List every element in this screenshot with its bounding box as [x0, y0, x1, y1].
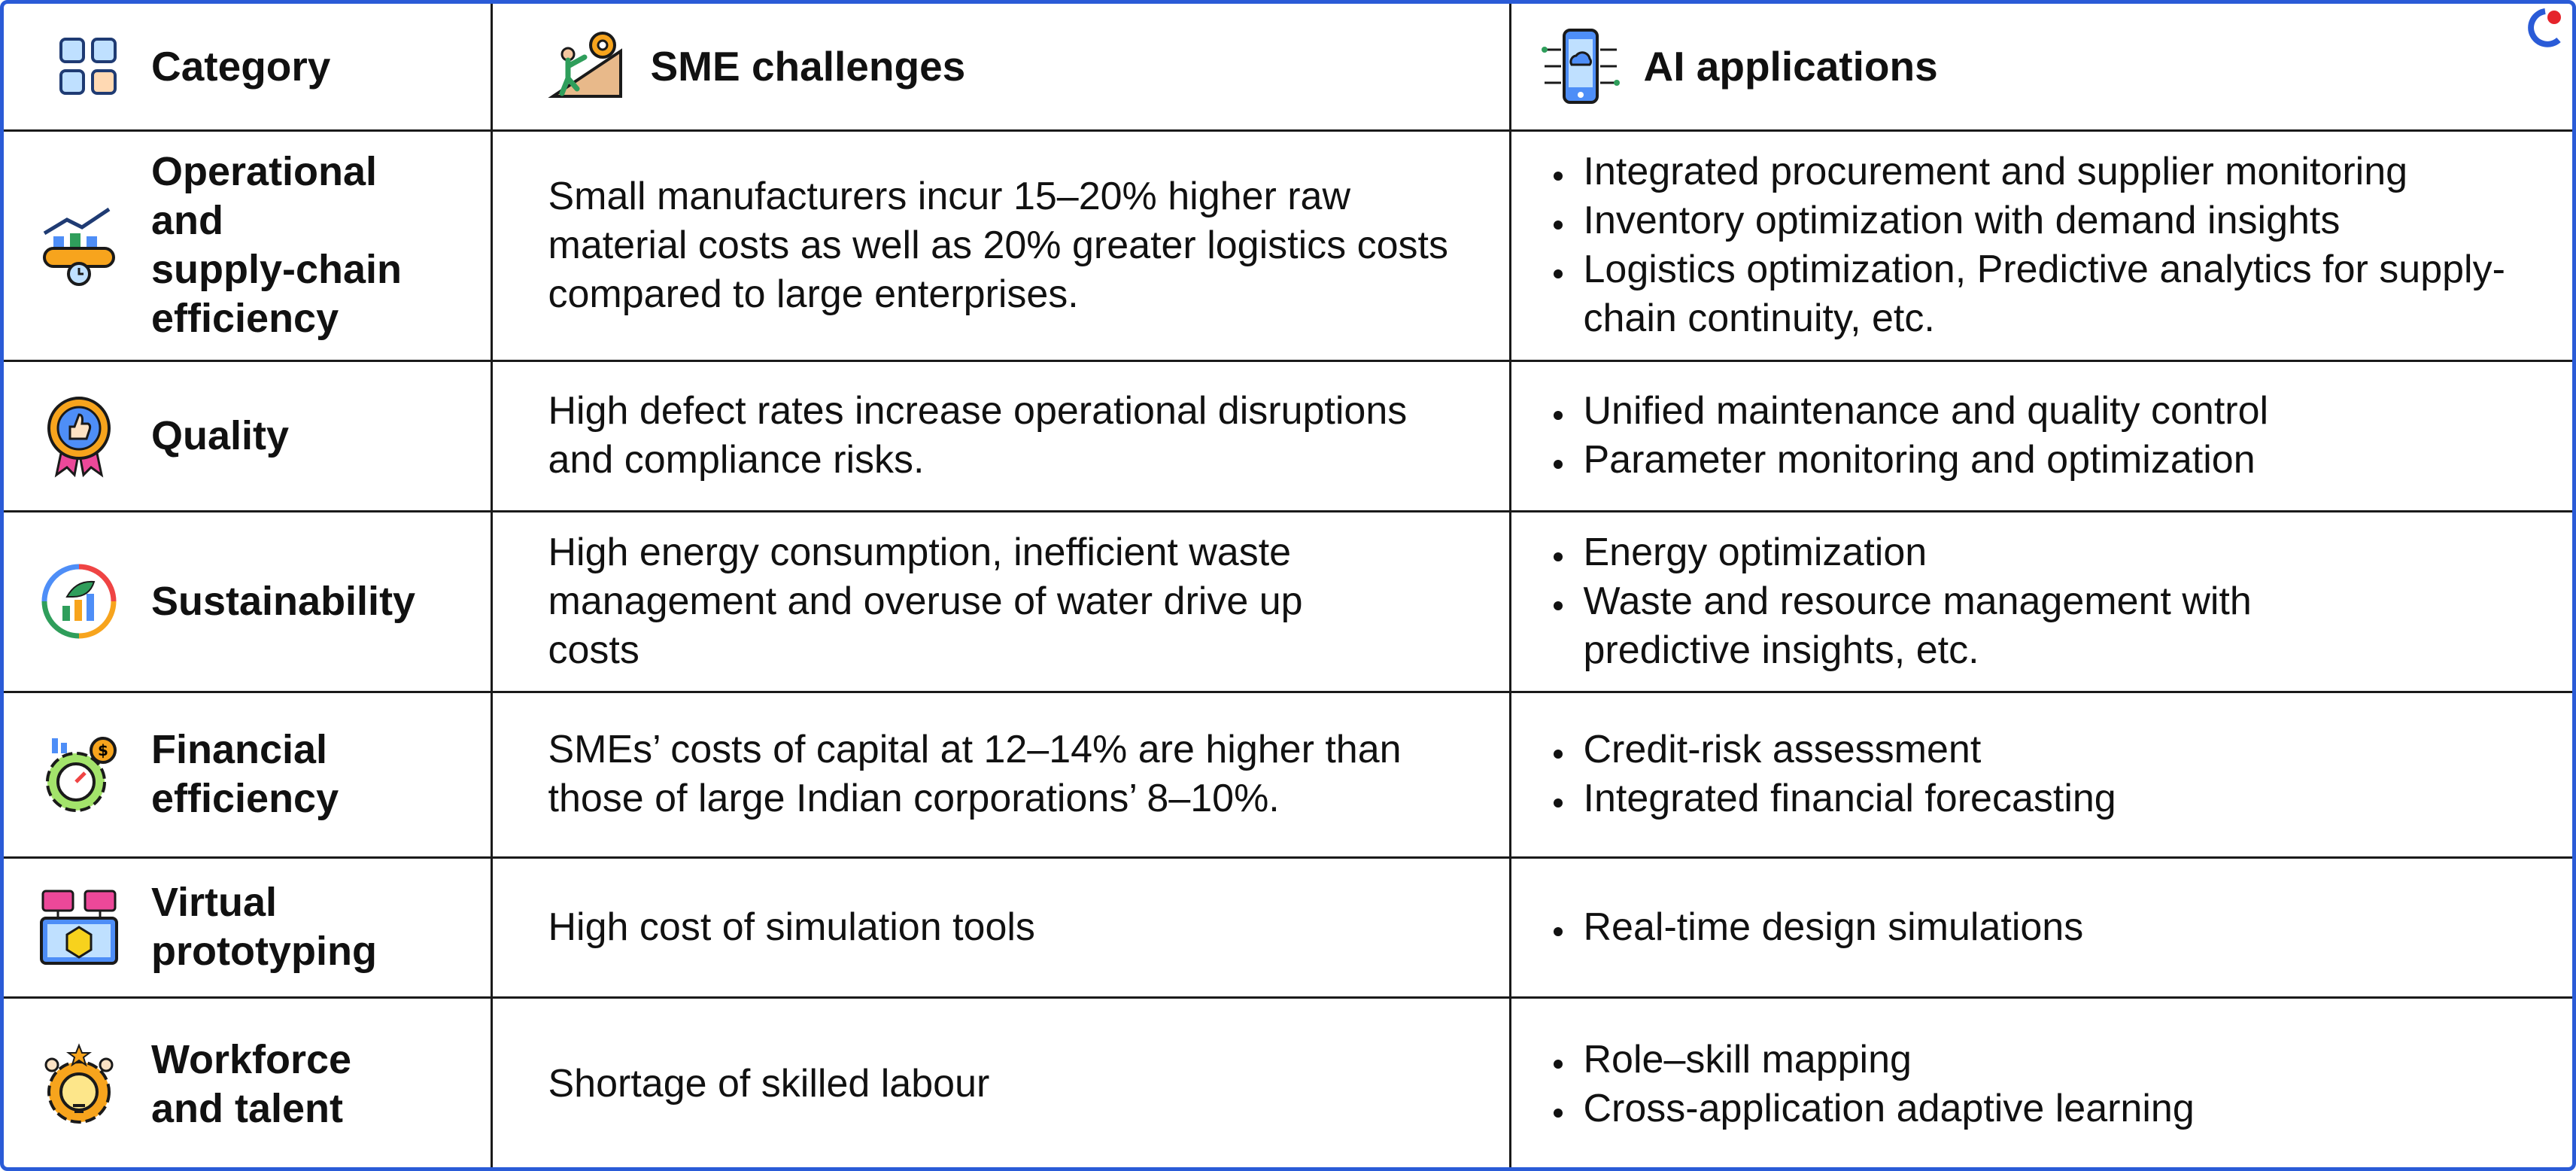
- climbing-gear-icon: [545, 24, 630, 108]
- table-header-row: [4, 4, 2572, 130]
- quality-badge-icon: [37, 394, 121, 478]
- table-row: [4, 511, 2572, 692]
- applications-list: [1511, 903, 2573, 952]
- list-item: • Credit-risk assessment: [1576, 725, 2573, 774]
- list-item: • Cross-application adaptive learning: [1576, 1084, 2573, 1133]
- supply-chain-icon: [37, 203, 121, 287]
- applications-list: [1511, 528, 2573, 675]
- list-item: • Waste and resource management with predictive insights, etc.: [1576, 577, 2573, 675]
- brand-logo-icon: [2515, 7, 2568, 49]
- applications-list: [1511, 148, 2573, 343]
- list-item: • Logistics optimization, Predictive analytics for supply-chain continuity, etc.: [1576, 245, 2573, 343]
- challenge-text: Shortage of skilled labour: [548, 1062, 990, 1106]
- category-grid-icon: [46, 24, 130, 108]
- virtual-prototyping-icon: [37, 885, 121, 969]
- category-label: Sustainability: [151, 578, 416, 624]
- header-sme-challenges: SME challenges: [650, 43, 966, 90]
- workforce-talent-icon: [37, 1042, 121, 1127]
- list-item: • Real-time design simulations: [1576, 903, 2573, 952]
- financial-gear-icon: [37, 732, 121, 817]
- table-row: [4, 130, 2572, 360]
- category-label: Workforce and talent: [151, 1036, 352, 1131]
- table-row: [4, 997, 2572, 1170]
- challenge-text: High defect rates increase operational disruptions and compliance risks.: [548, 389, 1408, 482]
- challenge-text: High energy consumption, inefficient waste management and overuse of water drive up costs: [548, 530, 1303, 672]
- list-item: • Inventory optimization with demand insights: [1576, 196, 2573, 245]
- list-item: • Role–skill mapping: [1576, 1036, 2573, 1084]
- table-row: [4, 692, 2572, 857]
- category-label: Virtual prototyping: [151, 880, 377, 974]
- list-item: • Energy optimization: [1576, 528, 2573, 577]
- list-item: • Parameter monitoring and optimization: [1576, 436, 2573, 485]
- list-item: • Integrated financial forecasting: [1576, 774, 2573, 823]
- applications-list: [1511, 387, 2573, 485]
- category-label: Financial efficiency: [151, 727, 339, 821]
- sme-ai-table: [4, 4, 2572, 1170]
- header-ai-applications: AI applications: [1643, 43, 1938, 90]
- svg-text:$: $: [98, 741, 108, 759]
- ai-phone-icon: [1539, 24, 1623, 108]
- list-item: • Integrated procurement and supplier monitoring: [1576, 148, 2573, 196]
- table-row: [4, 857, 2572, 997]
- challenge-text: Small manufacturers incur 15–20% higher raw material costs as well as 20% greater logistics costs compared to large enterprises.: [548, 174, 1448, 316]
- header-category: Category: [151, 43, 331, 90]
- category-label: Operational and supply-chain efficiency: [151, 149, 402, 341]
- list-item: • Unified maintenance and quality control: [1576, 387, 2573, 436]
- challenge-text: SMEs’ costs of capital at 12–14% are higher than those of large Indian corporations’ 8–10%.: [548, 728, 1402, 820]
- sustainability-icon: [37, 559, 121, 643]
- applications-list: [1511, 1036, 2573, 1133]
- challenge-text: High cost of simulation tools: [548, 905, 1035, 949]
- applications-list: [1511, 725, 2573, 823]
- table-row: [4, 360, 2572, 511]
- category-label: Quality: [151, 412, 290, 458]
